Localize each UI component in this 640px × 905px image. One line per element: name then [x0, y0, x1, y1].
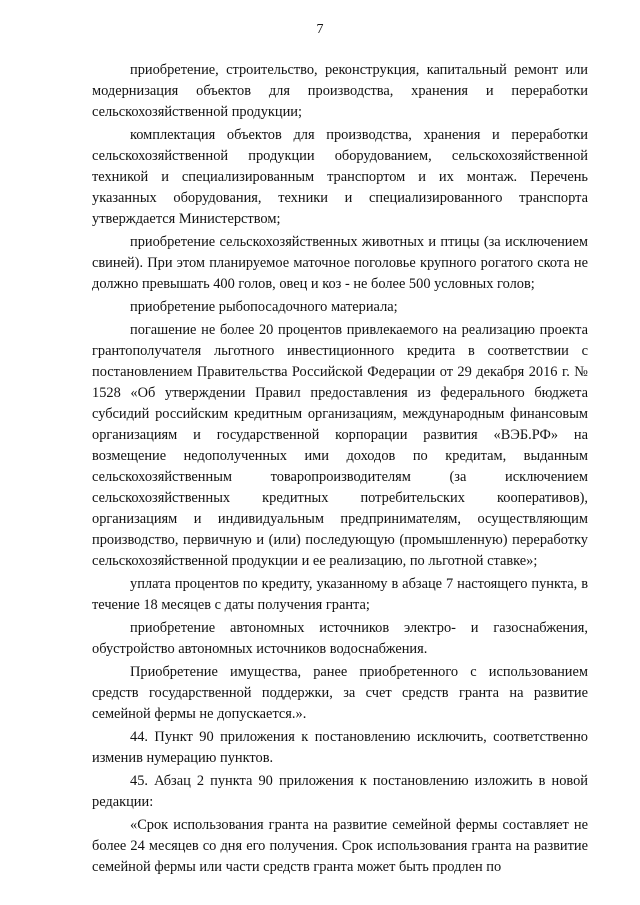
paragraph-8: Приобретение имущества, ранее приобретенного с использованием средств государственной поддержки, за счет средств гранта на развитие семейной фермы не допускается.».: [92, 664, 588, 722]
paragraph-10-item-45: 45. Абзац 2 пункта 90 приложения к постановлению изложить в новой редакции:: [92, 773, 588, 810]
paragraph-1: приобретение, строительство, реконструкция, капитальный ремонт или модернизация объектов для производства, хранения и переработки сельскохозяйственной продукции;: [92, 62, 588, 120]
paragraph-7: приобретение автономных источников электро- и газоснабжения, обустройство автономных источников водоснабжения.: [92, 620, 588, 657]
document-body: [92, 60, 588, 880]
paragraph-9-item-44: 44. Пункт 90 приложения к постановлению исключить, соответственно изменив нумерацию пунктов.: [92, 729, 588, 766]
paragraph-3: приобретение сельскохозяйственных животных и птицы (за исключением свиней). При этом планируемое маточное поголовье крупного рогатого скота не должно превышать 400 голов, овец и коз - не более 500 условных голов;: [92, 234, 588, 292]
page-number: 7: [316, 22, 324, 37]
paragraph-11-quote: «Срок использования гранта на развитие семейной фермы составляет не более 24 месяцев со дня его получения. Срок использования гранта на развитие семейной фермы или части средств гранта может быть продлен по: [92, 817, 588, 875]
paragraph-2: комплектация объектов для производства, хранения и переработки сельскохозяйственной продукции оборудованием, сельскохозяйственной техникой и специализированным транспортом и их монтаж. Перечень указанных оборудования, техники и специализированного транспорта утверждается Министерством;: [92, 127, 588, 227]
paragraph-5: погашение не более 20 процентов привлекаемого на реализацию проекта грантополучателя льготного инвестиционного кредита в соответствии с постановлением Правительства Российской Федерации от 29 декабря 2016 г. № 1528 «Об утверждении Правил предоставления из федерального бюджета субсидий российским кредитным организациям, международным финансовым организациям и государственной корпорации развития «ВЭБ.РФ» на возмещение недополученных ими доходов по кредитам, выданным сельскохозяйственным товаропроизводителям (за исключением сельскохозяйственных кредитных потребительских кооперативов), организациям и индивидуальным предпринимателям, осуществляющим производство, первичную и (или) последующую (промышленную) переработку сельскохозяйственной продукции и ее реализацию, по льготной ставке»;: [92, 322, 588, 569]
paragraph-6: уплата процентов по кредиту, указанному в абзаце 7 настоящего пункта, в течение 18 месяцев с даты получения гранта;: [92, 576, 588, 613]
paragraph-4: приобретение рыбопосадочного материала;: [130, 299, 398, 315]
